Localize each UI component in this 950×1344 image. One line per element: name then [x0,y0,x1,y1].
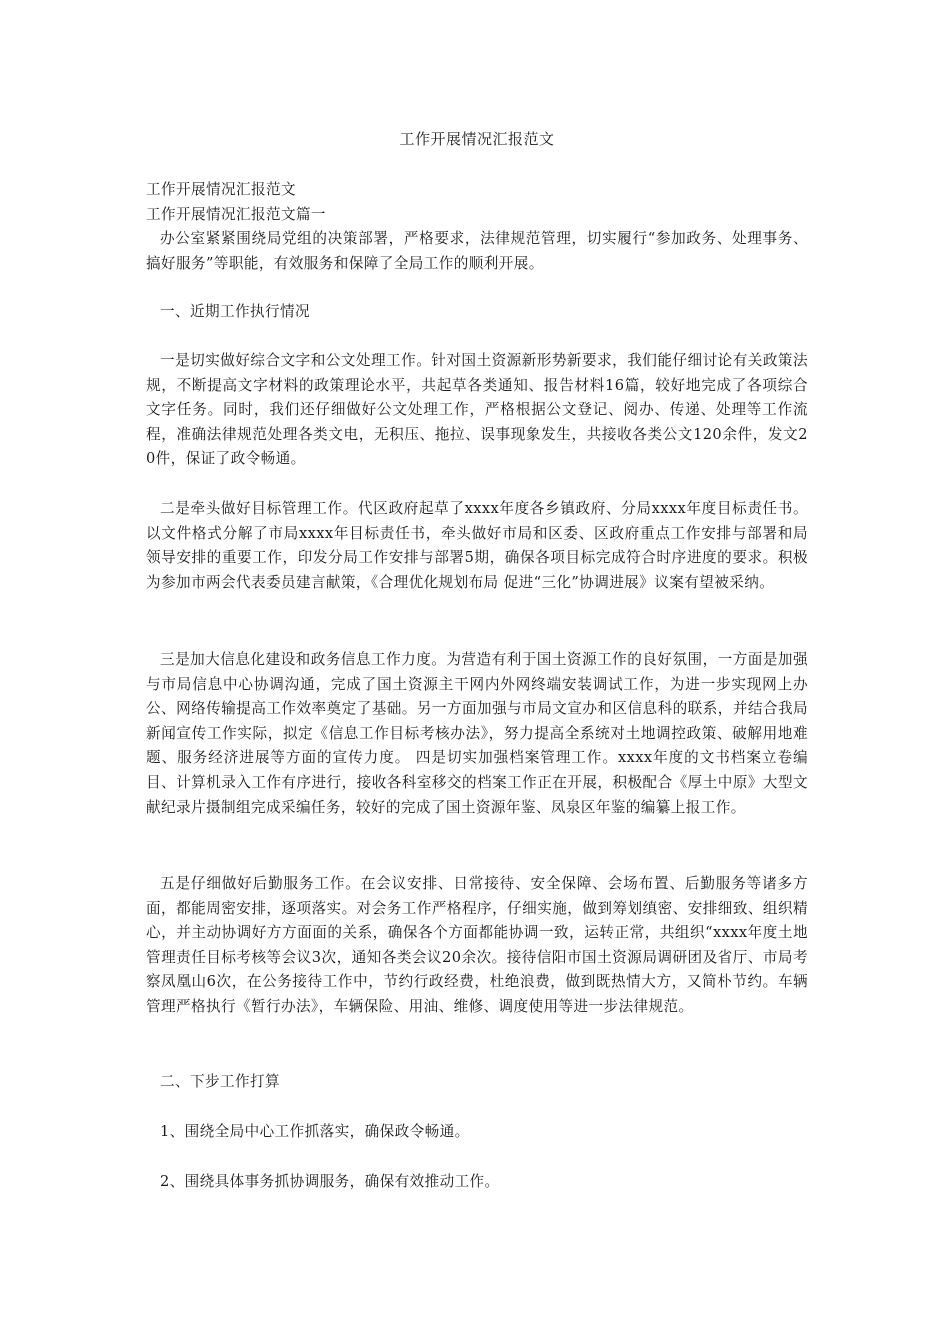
plan-item-1: 1、围绕全局中心工作抓落实，确保政令畅通。 [160,1123,470,1140]
intro-paragraph: 办公室紧紧围绕局党组的决策部署，严格要求，法律规范管理，切实履行“参加政务、处理事务、搞好服务”等职能，有效服务和保障了全局工作的顺利开展。 [146,230,808,272]
section-heading-2: 二、下步工作打算 [160,1073,280,1090]
document-title: 工作开展情况汇报范文 [399,130,555,148]
subtitle-line-1: 工作开展情况汇报范文 [146,181,296,198]
paragraph-1: 一是切实做好综合文字和公文处理工作。针对国土资源新形势新要求，我们能仔细讨论有关政策法规，不断提高文字材料的政策理论水平，共起草各类通知、报告材料16篇，较好地完成了各项综合文字任务。同时，我们还仔细做好公文处理工作，严格根据公文登记、阅办、传递、处理等工作流程，准确法律规范处理各类文电，无积压、拖拉、误事现象发生，共接收各类公文120余件，发文20件，保证了政令畅通。 [146,352,808,468]
paragraph-3: 三是加大信息化建设和政务信息工作力度。为营造有利于国土资源工作的良好氛围，一方面是加强与市局信息中心协调沟通，完成了国土资源主干网内外网终端安装调试工作，为进一步实现网上办公、网络传输提高工作效率奠定了基础。另一方面加强与市局文宣办和区信息科的联系，并结合我局新闻宣传工作实际，拟定《信息工作目标考核办法》，努力提高全系统对土地调控政策、破解用地难题、服务经济进展等方面的宣传力度。 四是切实加强档案管理工作。xxxx年度的文书档案立卷编目、计算机录入工作有序进行，接收各科室移交的档案工作正在开展，积极配合《厚土中原》大型文献纪录片摄制组完成采编任务，较好的完成了国土资源年鉴、凤泉区年鉴的编纂上报工作。 [146,651,808,816]
subtitle-line-2: 工作开展情况汇报范文篇一 [146,206,326,223]
plan-item-2: 2、围绕具体事务抓协调服务，确保有效推动工作。 [160,1173,500,1190]
paragraph-4: 五是仔细做好后勤服务工作。在会议安排、日常接待、安全保障、会场布置、后勤服务等诸多方面，都能周密安排，逐项落实。对会务工作严格程序，仔细实施，做到筹划缜密、安排细致、组织精心，并主动协调好方方面面的关系，确保各个方面都能协调一致，运转正常，共组织“xxxx年度土地管理责任目标考核等会议3次，通知各类会议20余次。接待信阳市国土资源局调研团及省厅、市局考察凤凰山6次，在公务接待工作中，节约行政经费，杜绝浪费，做到既热情大方，又简朴节约。车辆管理严格执行《暂行办法》，车辆保险、用油、维修、调度使用等进一步法律规范。 [146,875,808,1015]
section-heading-1: 一、近期工作执行情况 [160,303,310,320]
paragraph-2: 二是牵头做好目标管理工作。代区政府起草了xxxx年度各乡镇政府、分局xxxx年度目标责任书。以文件格式分解了市局xxxx年目标责任书，牵头做好市局和区委、区政府重点工作安排与部署和局领导安排的重要工作，印发分局工作安排与部署5期，确保各项目标完成符合时序进度的要求。积极为参加市两会代表委员建言献策，《合理优化规划布局 促进“三化”协调进展》议案有望被采纳。 [146,500,808,591]
